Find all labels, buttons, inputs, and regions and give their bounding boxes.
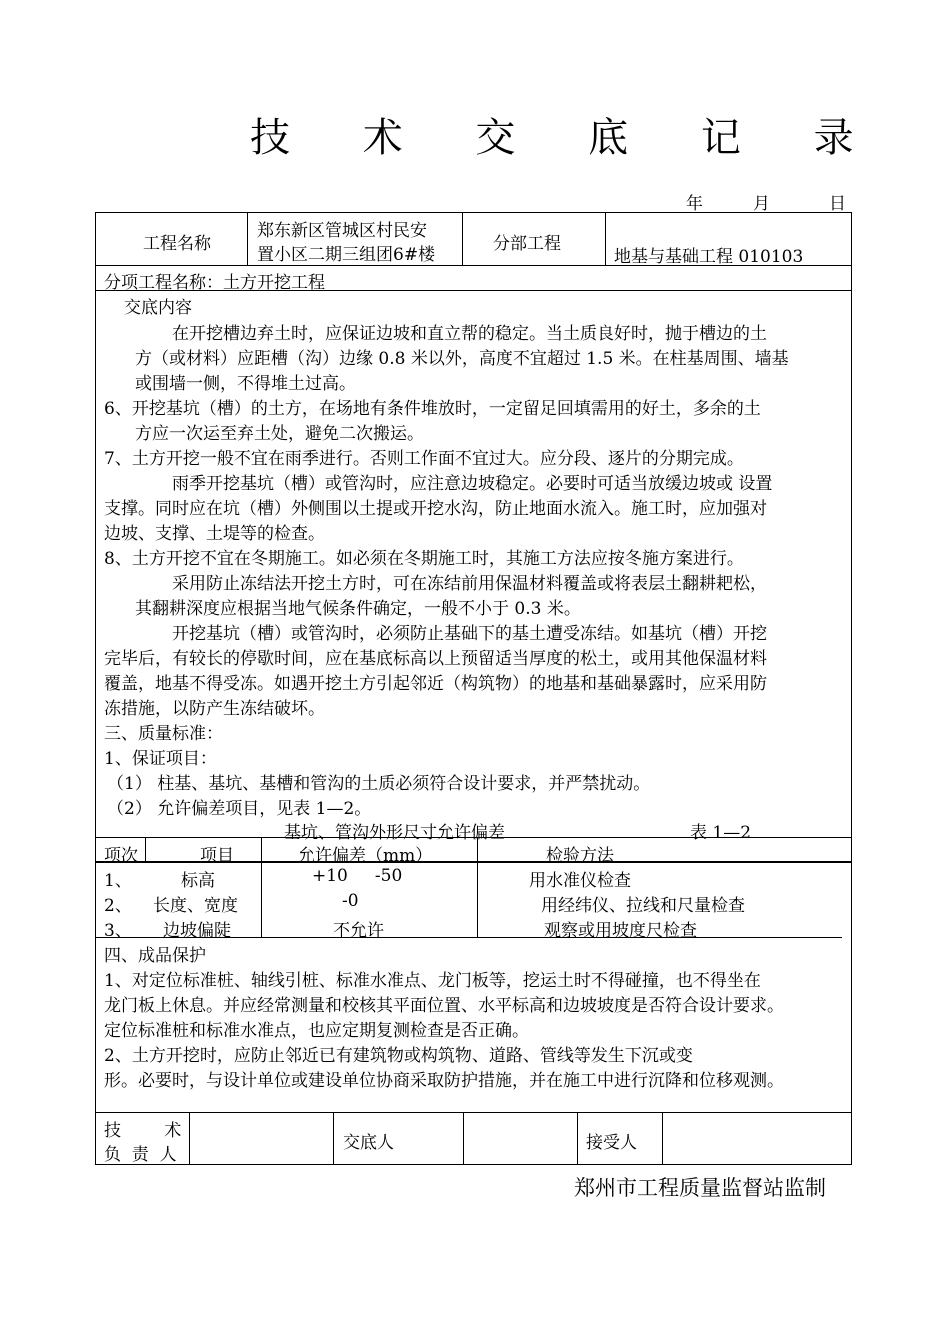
table-header-no: 项次 <box>104 846 138 866</box>
table-cell-tolerance: -0 <box>342 891 359 911</box>
content-line: 1、保证项目： <box>104 749 217 769</box>
content-line: 6、开挖基坑（槽）的土方，在场地有条件堆放时，一定留足回填需用的好土，多余的土 <box>104 399 761 419</box>
table-cell-method: 用水准仪检查 <box>529 871 631 891</box>
table-header-tolerance: 允许偏差（mm） <box>298 846 433 866</box>
content-line: （1） 柱基、基坑、基槽和管沟的土质必须符合设计要求，并严禁扰动。 <box>107 774 651 794</box>
divider <box>261 837 262 937</box>
protection-line: 形。必要时，与设计单位或建设单位协商采取防护措施，并在施工中进行沉降和位移观测。 <box>104 1071 784 1091</box>
table-cell-method: 观察或用坡度尺检查 <box>544 921 697 941</box>
table-cell-item: 边坡偏陡 <box>163 921 231 941</box>
table-cell-no: 1、 <box>104 871 132 891</box>
divider <box>577 1112 578 1165</box>
content-line: 7、土方开挖一般不宜在雨季进行。否则工作面不宜过大。应分段、逐片的分期完成。 <box>104 449 744 469</box>
divider <box>189 1112 190 1165</box>
issuer-footer: 郑州市工程质量监督站监制 <box>574 1176 826 1200</box>
table-header-method: 检验方法 <box>546 846 614 866</box>
protection-line: 1、对定位标准桩、轴线引桩、标准水准点、龙门板等，挖运土时不得碰撞，也不得坐在 <box>104 971 761 991</box>
date-month: 月 <box>753 194 770 214</box>
divider <box>247 212 248 265</box>
content-line: 边坡、支撑、土堤等的检查。 <box>104 524 325 544</box>
content-line: 方（或材料）应距槽（沟）边缘 0.8 米以外，高度不宜超过 1.5 米。在柱基周围、墙基 <box>135 349 789 369</box>
table-cell-item: 长度、宽度 <box>153 896 238 916</box>
protection-line: 定位标准桩和标准水准点，也应定期复测检查是否正确。 <box>104 1021 529 1041</box>
date-day: 日 <box>829 194 846 214</box>
content-line: （2） 允许偏差项目，见表 1—2。 <box>107 799 372 819</box>
content-line: 或围墙一侧，不得堆土过高。 <box>135 374 356 394</box>
divider <box>462 212 463 265</box>
division-value: 地基与基础工程 010103 <box>614 247 804 267</box>
divider <box>662 1112 663 1165</box>
subitem-name: 分项工程名称：土方开挖工程 <box>104 273 325 293</box>
content-line: 其翻耕深度应根据当地气候条件确定，一般不小于 0.3 米。 <box>135 599 581 619</box>
project-name-label: 工程名称 <box>143 234 211 254</box>
protection-line: 四、成品保护 <box>104 946 206 966</box>
divider <box>333 1112 334 1165</box>
project-name-line1: 郑东新区管城区村民安 <box>257 221 427 241</box>
divider <box>145 837 146 861</box>
content-line: 覆盖，地基不得受冻。如遇开挖土方引起邻近（构筑物）的地基和基础暴露时，应采用防 <box>104 674 767 694</box>
table-cell-tolerance: 不允许 <box>333 921 384 941</box>
content-line: 在开挖槽边弃土时，应保证边坡和直立帮的稳定。当土质良好时，抛于槽边的土 <box>172 324 767 344</box>
tech-lead-label-line1: 技 术 <box>104 1121 182 1141</box>
divider <box>95 1112 852 1113</box>
content-line: 完毕后，有较长的停歇时间，应在基底标高以上预留适当厚度的松土，或用其他保温材料 <box>104 649 767 669</box>
date-year: 年 <box>686 194 703 214</box>
table-cell-item: 标高 <box>181 871 215 891</box>
content-line: 冻措施，以防产生冻结破坏。 <box>104 699 325 719</box>
divider <box>605 212 606 265</box>
discloser-label: 交底人 <box>343 1133 394 1153</box>
content-line: 采用防止冻结法开挖土方时，可在冻结前用保温材料覆盖或将表层土翻耕耙松， <box>172 574 767 594</box>
divider <box>95 837 852 838</box>
project-name-line2: 置小区二期三组团6#楼 <box>257 245 436 265</box>
content-line: 雨季开挖基坑（槽）或管沟时，应注意边坡稳定。必要时可适当放缓边坡或 设置 <box>172 474 773 494</box>
table-caption: 基坑、管沟外形尺寸允许偏差 <box>284 823 505 843</box>
content-line: 8、土方开挖不宜在冬期施工。如必须在冬期施工时，其施工方法应按冬施方案进行。 <box>104 549 744 569</box>
table-cell-method: 用经纬仪、拉线和尺量检查 <box>541 896 745 916</box>
divider <box>477 837 478 937</box>
table-cell-no: 2、 <box>104 896 132 916</box>
content-heading: 交底内容 <box>124 298 192 318</box>
protection-line: 2、土方开挖时，应防止邻近已有建筑物或构筑物、道路、管线等发生下沉或变 <box>104 1046 693 1066</box>
table-header-item: 项目 <box>200 846 234 866</box>
content-line: 方应一次运至弃土处，避免二次搬运。 <box>135 424 424 444</box>
content-line: 三、质量标准： <box>104 724 223 744</box>
table-number: 表 1—2 <box>690 823 752 843</box>
table-cell-tolerance: +10 -50 <box>312 866 403 886</box>
divider <box>463 1112 464 1165</box>
content-line: 开挖基坑（槽）或管沟时，必须防止基础下的基土遭受冻结。如基坑（槽）开挖 <box>172 624 767 644</box>
content-line: 支撑。同时应在坑（槽）外侧围以土提或开挖水沟，防止地面水流入。施工时，应加强对 <box>104 499 767 519</box>
receiver-label: 接受人 <box>586 1133 637 1153</box>
protection-line: 龙门板上休息。并应经常测量和校核其平面位置、水平标高和边坡坡度是否符合设计要求。 <box>104 996 784 1016</box>
tech-lead-label-line2: 负 责 人 <box>104 1145 177 1165</box>
division-label: 分部工程 <box>493 234 561 254</box>
page-title: 技 术 交 底 记 录 <box>250 115 884 161</box>
table-cell-no: 3、 <box>104 921 132 941</box>
